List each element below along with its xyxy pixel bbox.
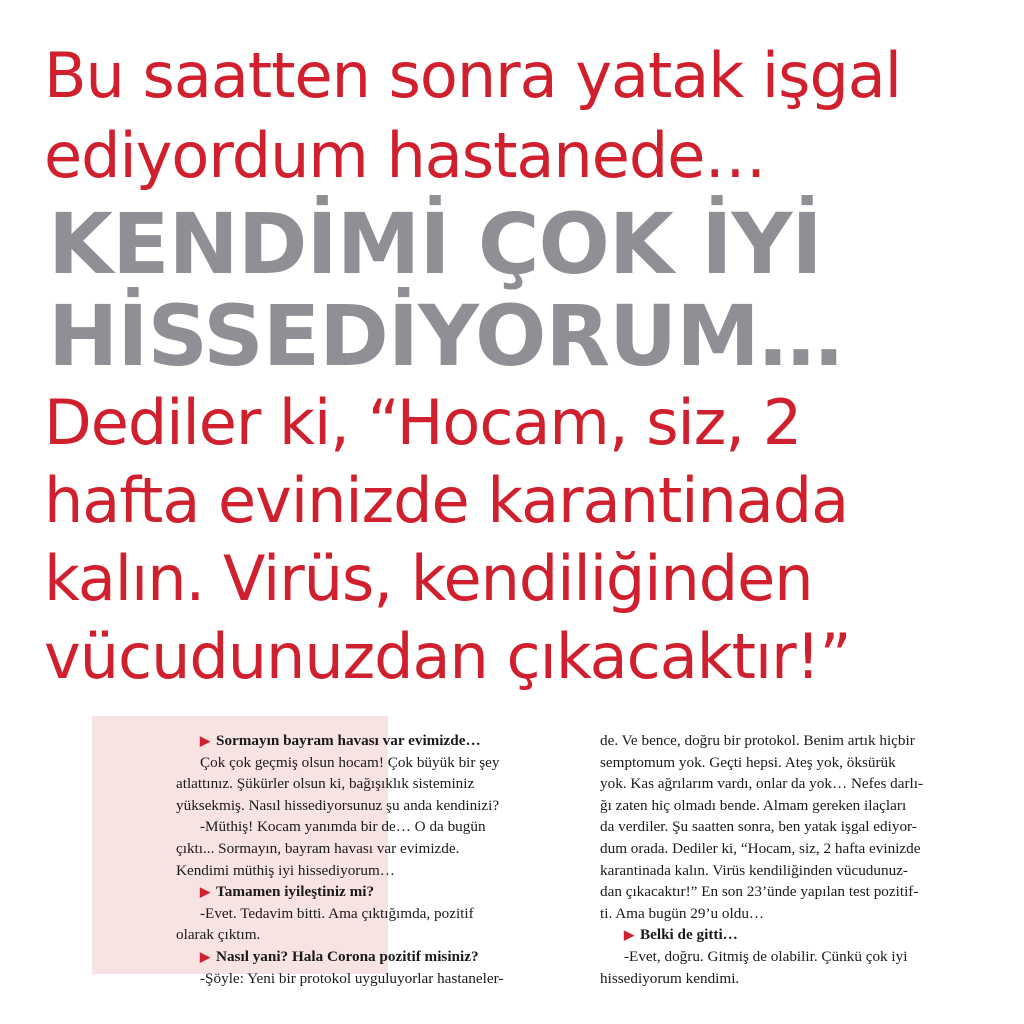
question-text: Sormayın bayram havası var evimizde…: [216, 732, 481, 749]
headline-quote-line: hafta evinizde karantinada: [44, 464, 849, 537]
body-line: dan çıkacaktır!” En son 23’ünde yapılan test pozitif-: [600, 883, 919, 901]
triangle-right-icon: ▶: [200, 733, 210, 748]
body-line: -Evet. Tedavim bitti. Ama çıktığımda, pozitif: [200, 904, 474, 922]
headline-intro: [44, 36, 1004, 196]
body-line: ğı zaten hiç olmadı bende. Almam gereken ilaçları: [600, 796, 907, 814]
body-line: yok. Kas ağrılarım vardı, onlar da yok… Nefes darlı-: [600, 775, 924, 793]
headline-intro-line: ediyordum hastanede…: [44, 119, 766, 192]
triangle-right-icon: ▶: [624, 927, 634, 943]
headline-quote-line: kalın. Virüs, kendiliğinden: [44, 542, 813, 615]
question-text: Nasıl yani? Hala Corona pozitif misiniz?: [216, 947, 479, 965]
body-line: -Şöyle: Yeni bir protokol uyguluyorlar hastaneler-: [200, 969, 504, 987]
body-line: -Evet, doğru. Gitmiş de olabilir. Çünkü çok iyi: [624, 947, 908, 965]
headline-intro-line: Bu saatten sonra yatak işgal: [44, 39, 902, 112]
headline-quote: [44, 384, 1004, 696]
body-line: ti. Ama bugün 29’u oldu…: [600, 904, 765, 922]
body-line: semptomum yok. Geçti hepsi. Ateş yok, öksürük: [600, 753, 896, 771]
headline-quote-line: Dediler ki, “Hocam, siz, 2: [44, 386, 802, 459]
question-heading: [176, 730, 571, 752]
body-line: hissediyorum kendimi.: [600, 969, 740, 987]
body-line: Çok çok geçmiş olsun hocam! Çok büyük bir şey: [200, 753, 500, 771]
body-line: çıktı... Sormayın, bayram havası var evimizde.: [176, 839, 460, 857]
question-heading: [176, 881, 571, 903]
body-line: olarak çıktım.: [176, 926, 261, 944]
body-line: da verdiler. Şu saatten sonra, ben yatak işgal ediyor-: [600, 818, 917, 836]
body-line: yüksekmiş. Nasıl hissediyorsunuz şu anda kendinizi?: [176, 796, 500, 814]
article-column-left: [176, 730, 571, 989]
question-text: Tamamen iyileştiniz mi?: [216, 883, 375, 901]
headline-main-line: KENDİMİ ÇOK İYİ: [48, 195, 822, 293]
question-text: Belki de gitti…: [640, 926, 738, 944]
body-line: dum orada. Dediler ki, “Hocam, siz, 2 hafta evinizde: [600, 839, 921, 857]
body-line: de. Ve bence, doğru bir protokol. Benim artık hiçbir: [600, 732, 915, 749]
question-heading: [600, 924, 975, 946]
headline-main-line: HİSSEDİYORUM…: [48, 287, 842, 385]
question-heading: [176, 946, 571, 968]
headline-quote-line: vücudunuzdan çıkacaktır!”: [44, 620, 851, 693]
body-line: Kendimi müthiş iyi hissediyorum…: [176, 861, 395, 879]
body-line: -Müthiş! Kocam yanımda bir de… O da bugün: [200, 818, 486, 836]
triangle-right-icon: ▶: [200, 884, 210, 900]
body-line: karantinada kalın. Virüs kendiliğinden vücudunuz-: [600, 861, 908, 879]
article-column-right: [600, 730, 975, 989]
headline: [44, 36, 1004, 696]
headline-main: [48, 195, 1004, 385]
body-line: atlattınız. Şükürler olsun ki, bağışıklık sisteminiz: [176, 775, 475, 793]
triangle-right-icon: ▶: [200, 948, 210, 964]
